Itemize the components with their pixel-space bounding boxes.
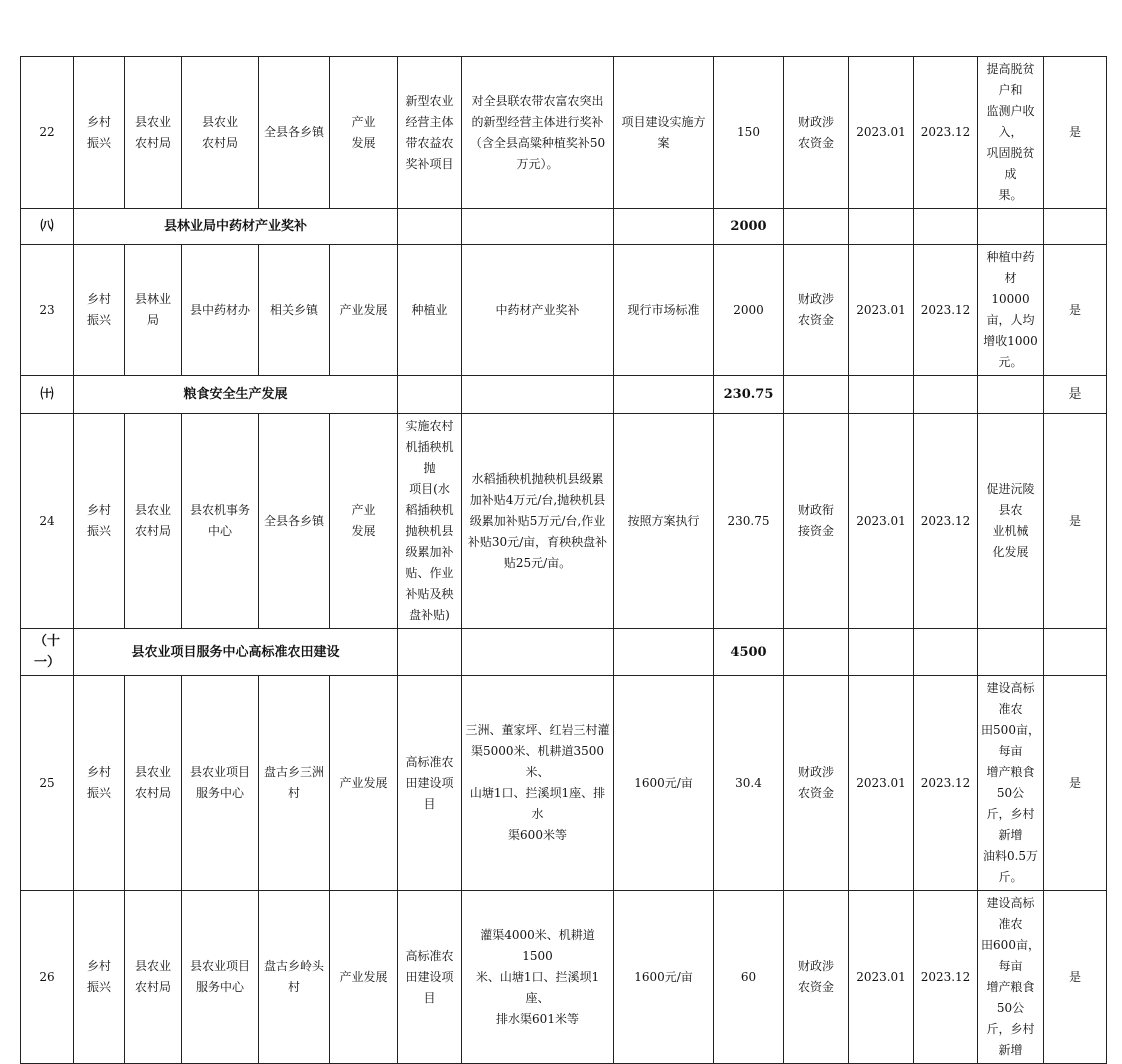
project-type: 产业发展 (330, 245, 398, 376)
empty-cell (849, 209, 914, 245)
row-number: 24 (21, 414, 74, 629)
funds-source: 财政涉 农资金 (784, 676, 849, 891)
section-number: （十 一） (21, 629, 74, 676)
funds-amount: 30.4 (714, 676, 784, 891)
section-title: 县林业局中药材产业奖补 (74, 209, 398, 245)
expected-benefit: 建设高标准农 田600亩，每亩 增产粮食50公 斤，乡村新增 (978, 891, 1044, 1064)
implementing-unit: 县农业项目 服务中心 (182, 676, 259, 891)
start-date: 2023.01 (849, 891, 914, 1064)
start-date: 2023.01 (849, 57, 914, 209)
start-date: 2023.01 (849, 676, 914, 891)
empty-cell (614, 629, 714, 676)
flag-cell: 是 (1044, 245, 1107, 376)
implementing-unit: 县农机事务 中心 (182, 414, 259, 629)
table-row (21, 414, 1107, 629)
project-name: 种植业 (398, 245, 462, 376)
section-funds: 2000 (714, 209, 784, 245)
expected-benefit: 建设高标准农 田500亩，每亩 增产粮食50公 斤，乡村新增 油料0.5万斤。 (978, 676, 1044, 891)
funds-source: 财政涉 农资金 (784, 891, 849, 1064)
responsible-dept: 县农业 农村局 (125, 676, 182, 891)
responsible-dept: 县农业 农村局 (125, 891, 182, 1064)
empty-cell (614, 376, 714, 414)
table-row (21, 891, 1107, 1064)
funds-source: 财政涉 农资金 (784, 57, 849, 209)
project-content: 三洲、董家坪、红岩三村灌 渠5000米、机耕道3500米、 山塘1口、拦溪坝1座、排水 渠600米等 (462, 676, 614, 891)
project-location: 盘古乡三洲 村 (259, 676, 330, 891)
section-funds: 230.75 (714, 376, 784, 414)
end-date: 2023.12 (914, 414, 978, 629)
empty-cell (978, 376, 1044, 414)
section-title: 粮食安全生产发展 (74, 376, 398, 414)
project-category: 乡村 振兴 (74, 891, 125, 1064)
project-name: 高标准农 田建设项 目 (398, 891, 462, 1064)
row-number: 23 (21, 245, 74, 376)
section-row (21, 376, 1107, 414)
implementing-unit: 县农业 农村局 (182, 57, 259, 209)
responsible-dept: 县农业 农村局 (125, 57, 182, 209)
project-location: 全县各乡镇 (259, 57, 330, 209)
project-type: 产业发展 (330, 676, 398, 891)
end-date: 2023.12 (914, 57, 978, 209)
empty-cell (398, 209, 462, 245)
project-content: 灌渠4000米、机耕道1500 米、山塘1口、拦溪坝1座、 排水渠601米等 (462, 891, 614, 1064)
funds-amount: 2000 (714, 245, 784, 376)
project-table-body (21, 57, 1107, 1064)
row-number: 26 (21, 891, 74, 1064)
project-type: 产业 发展 (330, 57, 398, 209)
project-location: 相关乡镇 (259, 245, 330, 376)
section-number: ㈩ (21, 376, 74, 414)
empty-cell (914, 376, 978, 414)
section-number: ㈧ (21, 209, 74, 245)
empty-cell (462, 629, 614, 676)
project-type: 产业发展 (330, 891, 398, 1064)
empty-cell (398, 376, 462, 414)
section-row (21, 209, 1107, 245)
project-name: 高标准农 田建设项 目 (398, 676, 462, 891)
implementing-unit: 县农业项目 服务中心 (182, 891, 259, 1064)
empty-cell (398, 629, 462, 676)
subsidy-standard: 按照方案执行 (614, 414, 714, 629)
expected-benefit: 种植中药材 10000亩，人均 增收1000元。 (978, 245, 1044, 376)
empty-cell (784, 376, 849, 414)
responsible-dept: 县林业 局 (125, 245, 182, 376)
project-content: 水稻插秧机抛秧机县级累 加补贴4万元/台,抛秧机县 级累加补贴5万元/台,作业 补贴30元/亩，育秧秧盘补 贴25元/亩。 (462, 414, 614, 629)
section-row (21, 629, 1107, 676)
subsidy-standard: 现行市场标准 (614, 245, 714, 376)
flag-cell: 是 (1044, 676, 1107, 891)
start-date: 2023.01 (849, 414, 914, 629)
project-category: 乡村 振兴 (74, 676, 125, 891)
project-content: 对全县联农带农富农突出 的新型经营主体进行奖补 （含全县高粱种植奖补50 万元）。 (462, 57, 614, 209)
table-row (21, 676, 1107, 891)
flag-cell (1044, 629, 1107, 676)
empty-cell (914, 629, 978, 676)
flag-cell: 是 (1044, 414, 1107, 629)
row-number: 22 (21, 57, 74, 209)
end-date: 2023.12 (914, 676, 978, 891)
section-title: 县农业项目服务中心高标准农田建设 (74, 629, 398, 676)
expected-benefit: 提高脱贫户和 监测户收入， 巩固脱贫成 果。 (978, 57, 1044, 209)
project-category: 乡村 振兴 (74, 414, 125, 629)
empty-cell (784, 209, 849, 245)
project-name: 新型农业 经营主体 带农益农 奖补项目 (398, 57, 462, 209)
subsidy-standard: 项目建设实施方 案 (614, 57, 714, 209)
project-location: 全县各乡镇 (259, 414, 330, 629)
flag-cell: 是 (1044, 376, 1107, 414)
empty-cell (462, 376, 614, 414)
implementing-unit: 县中药材办 (182, 245, 259, 376)
empty-cell (462, 209, 614, 245)
empty-cell (849, 629, 914, 676)
subsidy-standard: 1600元/亩 (614, 891, 714, 1064)
flag-cell (1044, 209, 1107, 245)
end-date: 2023.12 (914, 891, 978, 1064)
funds-source: 财政涉 农资金 (784, 245, 849, 376)
start-date: 2023.01 (849, 245, 914, 376)
project-type: 产业 发展 (330, 414, 398, 629)
flag-cell: 是 (1044, 891, 1107, 1064)
empty-cell (914, 209, 978, 245)
funds-source: 财政衔 接资金 (784, 414, 849, 629)
table-row (21, 57, 1107, 209)
funds-amount: 230.75 (714, 414, 784, 629)
project-location: 盘古乡岭头 村 (259, 891, 330, 1064)
empty-cell (614, 209, 714, 245)
funds-amount: 60 (714, 891, 784, 1064)
project-name: 实施农村 机插秧机抛 项目(水 稻插秧机 抛秧机县 级累加补 贴、作业 补贴及秧 盘补贴) (398, 414, 462, 629)
empty-cell (784, 629, 849, 676)
subsidy-standard: 1600元/亩 (614, 676, 714, 891)
responsible-dept: 县农业 农村局 (125, 414, 182, 629)
funds-amount: 150 (714, 57, 784, 209)
empty-cell (849, 376, 914, 414)
table-row (21, 245, 1107, 376)
flag-cell: 是 (1044, 57, 1107, 209)
empty-cell (978, 209, 1044, 245)
section-funds: 4500 (714, 629, 784, 676)
project-category: 乡村 振兴 (74, 57, 125, 209)
empty-cell (978, 629, 1044, 676)
project-content: 中药材产业奖补 (462, 245, 614, 376)
end-date: 2023.12 (914, 245, 978, 376)
project-category: 乡村 振兴 (74, 245, 125, 376)
row-number: 25 (21, 676, 74, 891)
project-table (20, 56, 1107, 1064)
expected-benefit: 促进沅陵县农 业机械 化发展 (978, 414, 1044, 629)
